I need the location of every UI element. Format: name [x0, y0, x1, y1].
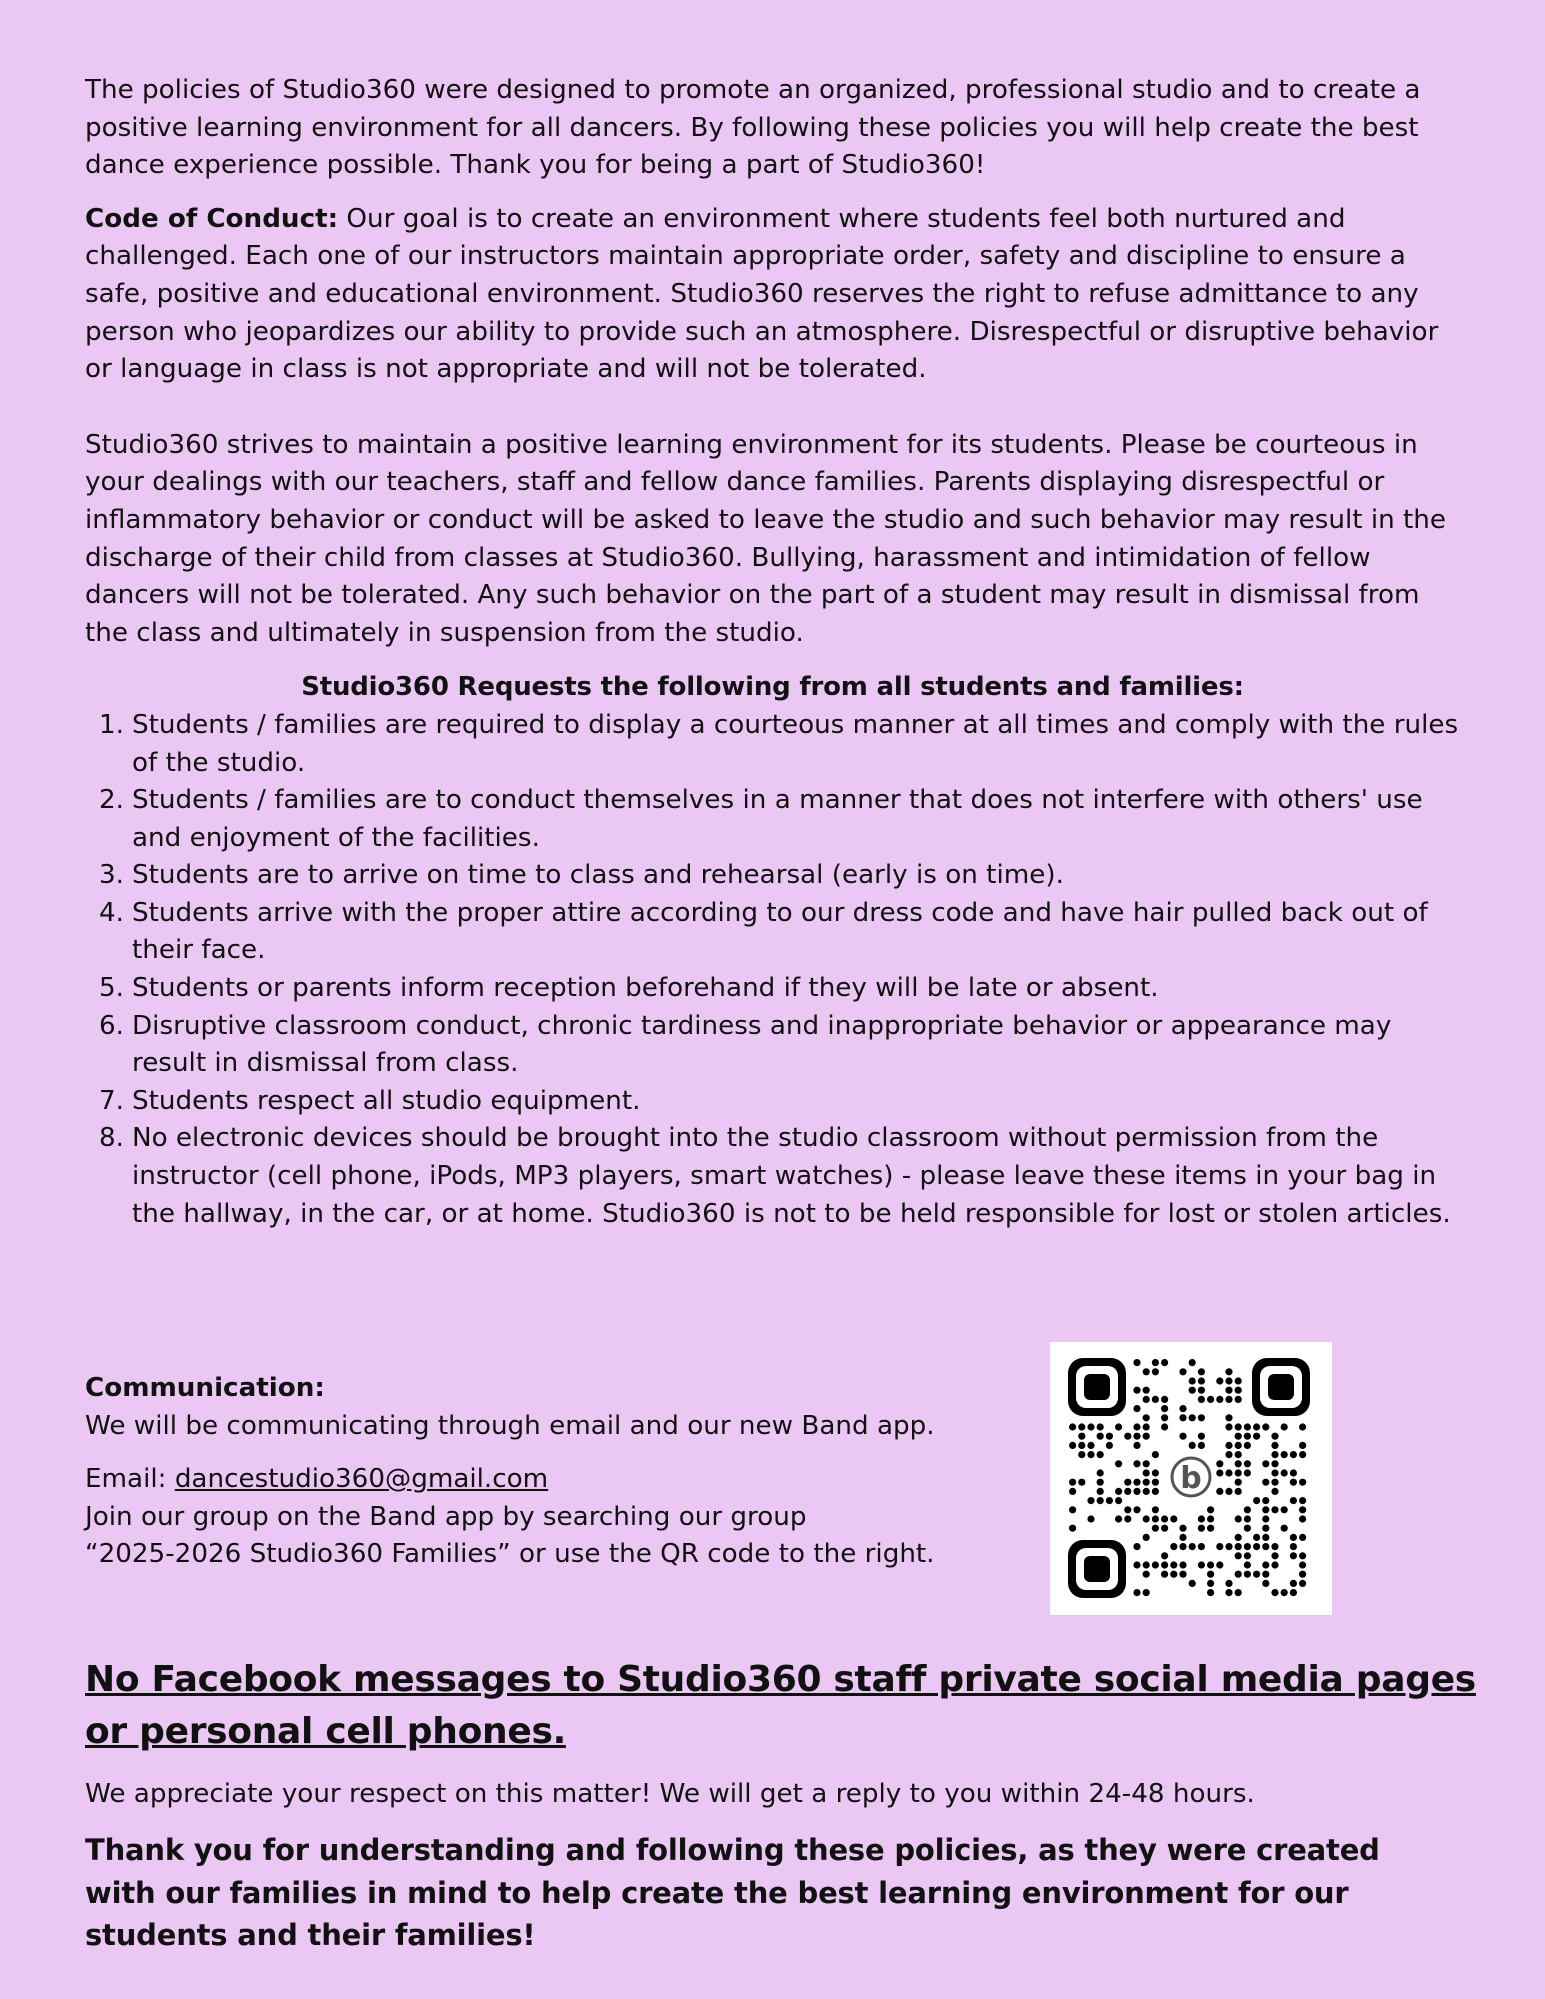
qr-dot: [1161, 1359, 1168, 1366]
qr-dot: [1262, 1460, 1269, 1467]
qr-dot: [1235, 1515, 1242, 1522]
requests-list: [85, 707, 1460, 1233]
qr-dot: [1179, 1543, 1186, 1550]
band-qr-code[interactable]: [1050, 1342, 1332, 1615]
qr-dot: [1133, 1479, 1140, 1486]
qr-dot: [1207, 1589, 1214, 1596]
qr-dot: [1216, 1469, 1223, 1476]
qr-dot: [1290, 1479, 1297, 1486]
qr-dot: [1133, 1561, 1140, 1568]
qr-dot: [1225, 1543, 1232, 1550]
list-item: [85, 970, 1460, 1008]
qr-dot: [1244, 1525, 1251, 1532]
qr-dot: [1216, 1488, 1223, 1495]
qr-dot: [1244, 1423, 1251, 1430]
qr-dot: [1087, 1442, 1094, 1449]
facebook-notice: No Facebook messages to Studio360 staff private social media pages or personal cell phones.: [85, 1659, 1476, 1752]
qr-dot: [1133, 1359, 1140, 1366]
qr-dot: [1290, 1552, 1297, 1559]
list-item: [85, 707, 1460, 782]
qr-dot: [1097, 1488, 1104, 1495]
qr-dot: [1198, 1396, 1205, 1403]
list-item: [85, 1008, 1460, 1083]
qr-dot: [1069, 1506, 1076, 1513]
qr-dot: [1152, 1479, 1159, 1486]
list-item-number: 1.: [99, 709, 124, 740]
qr-dot: [1179, 1571, 1186, 1578]
qr-dot: [1253, 1423, 1260, 1430]
appreciate-text: We appreciate your respect on this matter! We will get a reply to you within 24-48 hours.: [85, 1779, 1255, 1809]
qr-finder-top-left: [1068, 1358, 1126, 1416]
qr-dot: [1198, 1543, 1205, 1550]
list-item-text: Students respect all studio equipment.: [132, 1085, 641, 1116]
qr-dot: [1244, 1571, 1251, 1578]
qr-dot: [1271, 1460, 1278, 1467]
intro-paragraph: The policies of Studio360 were designed to promote an organized, professional studio and to create a positive learning environment for all dancers. By following these policies you will help create the best dance experience possible. Thank you for being a part of Studio360!: [85, 75, 1421, 181]
qr-dot: [1235, 1571, 1242, 1578]
qr-finder-top-right: [1252, 1358, 1310, 1416]
qr-dot: [1216, 1396, 1223, 1403]
qr-dot: [1198, 1414, 1205, 1421]
qr-dot: [1133, 1488, 1140, 1495]
qr-dot: [1225, 1396, 1232, 1403]
qr-dot: [1207, 1571, 1214, 1578]
qr-dot: [1143, 1515, 1150, 1522]
qr-dot: [1078, 1423, 1085, 1430]
qr-dot: [1189, 1387, 1196, 1394]
qr-dot: [1281, 1423, 1288, 1430]
qr-dot: [1262, 1571, 1269, 1578]
qr-dot: [1143, 1414, 1150, 1421]
qr-dot: [1097, 1433, 1104, 1440]
qr-dot: [1262, 1423, 1269, 1430]
qr-dot: [1281, 1589, 1288, 1596]
qr-dot: [1087, 1451, 1094, 1458]
qr-dot: [1115, 1423, 1122, 1430]
qr-dot: [1133, 1442, 1140, 1449]
qr-dot: [1216, 1543, 1223, 1550]
qr-dot: [1244, 1442, 1251, 1449]
qr-dot: [1115, 1460, 1122, 1467]
qr-dot: [1244, 1515, 1251, 1522]
qr-dot: [1143, 1423, 1150, 1430]
qr-dot: [1281, 1525, 1288, 1532]
qr-dot: [1271, 1479, 1278, 1486]
qr-dot: [1299, 1515, 1306, 1522]
list-item: [85, 857, 1460, 895]
qr-dot: [1087, 1423, 1094, 1430]
qr-dot: [1299, 1506, 1306, 1513]
qr-dot: [1133, 1589, 1140, 1596]
qr-dot: [1244, 1552, 1251, 1559]
band-instructions-line-2: “2025-2026 Studio360 Families” or use the QR code to the right.: [85, 1539, 935, 1570]
qr-dot: [1170, 1515, 1177, 1522]
qr-dot: [1235, 1488, 1242, 1495]
qr-dot: [1207, 1506, 1214, 1513]
qr-dot: [1235, 1377, 1242, 1384]
qr-dot: [1244, 1543, 1251, 1550]
qr-dot: [1179, 1525, 1186, 1532]
qr-dot: [1271, 1589, 1278, 1596]
qr-dot: [1179, 1534, 1186, 1541]
qr-dot: [1179, 1368, 1186, 1375]
list-item-number: 7.: [99, 1085, 124, 1116]
qr-dot: [1235, 1543, 1242, 1550]
qr-dot: [1097, 1469, 1104, 1476]
qr-dot: [1161, 1515, 1168, 1522]
qr-dot: [1133, 1387, 1140, 1394]
qr-dot: [1262, 1561, 1269, 1568]
qr-dot: [1207, 1561, 1214, 1568]
qr-dot: [1235, 1423, 1242, 1430]
qr-dot: [1170, 1561, 1177, 1568]
qr-dot: [1161, 1525, 1168, 1532]
qr-dot: [1290, 1469, 1297, 1476]
qr-dot: [1207, 1515, 1214, 1522]
list-item-text: Students arrive with the proper attire according to our dress code and have hair pulled back out of their face.: [132, 897, 1428, 966]
email-label: Email:: [85, 1464, 175, 1495]
qr-dot: [1290, 1580, 1297, 1587]
qr-dot: [1299, 1442, 1306, 1449]
qr-dot: [1198, 1368, 1205, 1375]
qr-dot: [1235, 1534, 1242, 1541]
qr-dot: [1124, 1506, 1131, 1513]
list-item-number: 5.: [99, 973, 124, 1004]
qr-dot: [1161, 1396, 1168, 1403]
qr-dot: [1078, 1479, 1085, 1486]
qr-dot: [1189, 1414, 1196, 1421]
qr-dot: [1235, 1589, 1242, 1596]
qr-dot: [1290, 1534, 1297, 1541]
qr-dot: [1299, 1497, 1306, 1504]
qr-dot: [1143, 1561, 1150, 1568]
qr-dot: [1244, 1460, 1251, 1467]
qr-dot: [1271, 1552, 1278, 1559]
code-of-conduct-text: Our goal is to create an environment where students feel both nurtured and challenged. Each one of our instructors maintain appropriate order, safety and discipline to ensure a safe, positive and educational environment. Studio360 reserves the right to refuse admittance to any person who jeopardizes our ability to provide such an atmosphere. Disrespectful or disruptive behavior or language in class is not appropriate and will not be tolerated.: [85, 203, 1439, 385]
qr-dot: [1152, 1359, 1159, 1366]
qr-dot: [1244, 1433, 1251, 1440]
email-link[interactable]: dancestudio360@gmail.com: [174, 1464, 549, 1495]
qr-dot: [1225, 1368, 1232, 1375]
email-line: [85, 1461, 985, 1499]
qr-dot: [1161, 1552, 1168, 1559]
qr-dot: [1225, 1469, 1232, 1476]
qr-dot: [1207, 1580, 1214, 1587]
band-logo-letter: b: [1180, 1461, 1202, 1496]
conduct-behavior-paragraph: Studio360 strives to maintain a positive learning environment for its students. Please be courteous in your dealings with our teachers, staff and fellow dance families. Parents displaying disrespectful or inflammatory behavior or conduct will be asked to leave the studio and such behavior may result in the discharge of their child from classes at Studio360. Bullying, harassment and intimidation of fellow dancers will not be tolerated. Any such behavior on the part of a student may result in dismissal from the class and ultimately in suspension from the studio.: [85, 429, 1446, 648]
qr-dot: [1271, 1442, 1278, 1449]
list-item-text: Students / families are to conduct themselves in a manner that does not interfere with others' use and enjoyment of the facilities.: [132, 785, 1423, 853]
qr-dot: [1216, 1460, 1223, 1467]
qr-dot: [1235, 1396, 1242, 1403]
band-instructions-line-1: Join our group on the Band app by searching our group: [85, 1501, 807, 1532]
list-item-text: Disruptive classroom conduct, chronic tardiness and inappropriate behavior or appearance may result in dismissal from class.: [132, 1010, 1392, 1079]
qr-dot: [1143, 1589, 1150, 1596]
qr-dot: [1078, 1451, 1085, 1458]
qr-dot: [1143, 1368, 1150, 1375]
qr-dot: [1179, 1405, 1186, 1412]
list-item-text: Students / families are required to display a courteous manner at all times and comply with the rules of the studio.: [132, 709, 1459, 778]
qr-dot: [1189, 1377, 1196, 1384]
qr-dot: [1225, 1387, 1232, 1394]
qr-dot: [1271, 1506, 1278, 1513]
qr-dot: [1281, 1469, 1288, 1476]
qr-dot: [1143, 1479, 1150, 1486]
qr-dot: [1262, 1543, 1269, 1550]
qr-dot: [1207, 1396, 1214, 1403]
qr-dot: [1143, 1460, 1150, 1467]
qr-dot: [1133, 1423, 1140, 1430]
qr-code-icon: [1050, 1342, 1332, 1615]
qr-dot: [1299, 1479, 1306, 1486]
qr-dot: [1161, 1561, 1168, 1568]
qr-dot: [1299, 1534, 1306, 1541]
qr-dot: [1216, 1377, 1223, 1384]
list-item-text: Students or parents inform reception beforehand if they will be late or absent.: [132, 973, 1159, 1004]
qr-dot: [1262, 1515, 1269, 1522]
qr-dot: [1235, 1442, 1242, 1449]
qr-finder-bottom-left: [1068, 1540, 1126, 1598]
qr-dot: [1179, 1433, 1186, 1440]
list-item: [85, 1083, 1460, 1121]
qr-dot: [1225, 1580, 1232, 1587]
qr-dot: [1097, 1497, 1104, 1504]
qr-dot: [1097, 1423, 1104, 1430]
communication-heading: Communication:: [85, 1373, 325, 1403]
qr-dot: [1281, 1506, 1288, 1513]
list-item-number: 2.: [99, 785, 124, 816]
qr-dot: [1189, 1359, 1196, 1366]
list-item: [85, 1120, 1460, 1233]
qr-dot: [1133, 1433, 1140, 1440]
qr-dot: [1225, 1423, 1232, 1430]
qr-dot: [1124, 1479, 1131, 1486]
qr-dot: [1299, 1571, 1306, 1578]
qr-dot: [1290, 1543, 1297, 1550]
qr-dot: [1143, 1488, 1150, 1495]
qr-dot: [1133, 1543, 1140, 1550]
list-item-text: Students are to arrive on time to class and rehearsal (early is on time).: [132, 860, 1064, 891]
qr-dot: [1161, 1414, 1168, 1421]
qr-dot: [1253, 1433, 1260, 1440]
qr-dot: [1143, 1396, 1150, 1403]
qr-dot: [1179, 1414, 1186, 1421]
qr-dot: [1225, 1488, 1232, 1495]
qr-dot: [1133, 1506, 1140, 1513]
communication-section: [85, 1370, 985, 1574]
qr-dot: [1152, 1506, 1159, 1513]
qr-dot: [1290, 1497, 1297, 1504]
qr-dot: [1124, 1488, 1131, 1495]
qr-dot: [1189, 1543, 1196, 1550]
qr-dot: [1069, 1479, 1076, 1486]
qr-dot: [1198, 1377, 1205, 1384]
qr-dot: [1299, 1561, 1306, 1568]
qr-dot: [1253, 1497, 1260, 1504]
thank-you-text: Thank you for understanding and following these policies, as they were created with our families in mind to help create the best learning environment for our students and their families!: [85, 1833, 1380, 1952]
list-item-text: No electronic devices should be brought into the studio classroom without permission from the instructor (cell phone, iPods, MP3 players, smart watches) - please leave these items in your bag in the hallway, in the car, or at home. Studio360 is not to be held responsible for lost or stolen articles.: [132, 1123, 1451, 1229]
qr-dot: [1235, 1552, 1242, 1559]
qr-dot: [1225, 1442, 1232, 1449]
qr-dot: [1235, 1479, 1242, 1486]
qr-dot: [1253, 1571, 1260, 1578]
qr-dot: [1290, 1451, 1297, 1458]
qr-dot: [1161, 1423, 1168, 1430]
list-item-number: 8.: [99, 1123, 124, 1154]
qr-dot: [1262, 1479, 1269, 1486]
qr-dot: [1244, 1506, 1251, 1513]
qr-dot: [1189, 1442, 1196, 1449]
qr-dot: [1235, 1387, 1242, 1394]
qr-dot: [1143, 1534, 1150, 1541]
qr-dot: [1271, 1469, 1278, 1476]
qr-dot: [1271, 1451, 1278, 1458]
qr-dot: [1152, 1488, 1159, 1495]
list-item-number: 3.: [99, 860, 124, 891]
communication-intro: We will be communicating through email and our new Band app.: [85, 1410, 935, 1441]
qr-dot: [1244, 1469, 1251, 1476]
qr-dot: [1207, 1525, 1214, 1532]
qr-dot: [1115, 1515, 1122, 1522]
qr-dot: [1253, 1534, 1260, 1541]
qr-dot: [1271, 1433, 1278, 1440]
qr-dot: [1198, 1515, 1205, 1522]
qr-dot: [1198, 1387, 1205, 1394]
qr-dot: [1189, 1580, 1196, 1587]
qr-dot: [1225, 1377, 1232, 1384]
qr-dot: [1299, 1423, 1306, 1430]
qr-dot: [1161, 1571, 1168, 1578]
qr-dot: [1235, 1433, 1242, 1440]
qr-dot: [1262, 1580, 1269, 1587]
qr-dot: [1244, 1561, 1251, 1568]
qr-dot: [1299, 1552, 1306, 1559]
qr-dot: [1087, 1497, 1094, 1504]
qr-dot: [1225, 1451, 1232, 1458]
qr-dot: [1262, 1525, 1269, 1532]
qr-dot: [1143, 1469, 1150, 1476]
qr-dot: [1198, 1433, 1205, 1440]
qr-dot: [1225, 1414, 1232, 1421]
qr-dot: [1152, 1451, 1159, 1458]
qr-dot: [1124, 1515, 1131, 1522]
qr-dot: [1152, 1469, 1159, 1476]
qr-dot: [1152, 1396, 1159, 1403]
qr-dot: [1225, 1589, 1232, 1596]
qr-dot: [1097, 1451, 1104, 1458]
qr-dot: [1069, 1442, 1076, 1449]
qr-dot: [1271, 1488, 1278, 1495]
qr-dot: [1152, 1368, 1159, 1375]
qr-dot: [1152, 1525, 1159, 1532]
code-of-conduct-paragraph: [85, 201, 1460, 389]
qr-dot: [1235, 1460, 1242, 1467]
qr-dot: [1281, 1451, 1288, 1458]
qr-dot: [1115, 1497, 1122, 1504]
qr-dot: [1216, 1561, 1223, 1568]
qr-dot: [1133, 1460, 1140, 1467]
list-item: [85, 782, 1460, 857]
qr-dot: [1235, 1451, 1242, 1458]
code-of-conduct-label: Code of Conduct:: [85, 203, 339, 234]
qr-dot: [1299, 1580, 1306, 1587]
qr-dot: [1179, 1561, 1186, 1568]
requests-heading: Studio360 Requests the following from all students and families:: [301, 672, 1244, 703]
qr-dot: [1235, 1469, 1242, 1476]
qr-dot: [1069, 1488, 1076, 1495]
qr-dot: [1271, 1561, 1278, 1568]
qr-dot: [1170, 1543, 1177, 1550]
qr-dot: [1299, 1451, 1306, 1458]
qr-dot: [1198, 1561, 1205, 1568]
qr-dot: [1262, 1534, 1269, 1541]
qr-dot: [1133, 1405, 1140, 1412]
list-item-number: 4.: [99, 897, 124, 928]
qr-dot: [1115, 1488, 1122, 1495]
qr-dot: [1253, 1543, 1260, 1550]
qr-dot: [1262, 1497, 1269, 1504]
qr-dot: [1106, 1433, 1113, 1440]
list-item: [85, 895, 1460, 970]
qr-dot: [1152, 1515, 1159, 1522]
list-item-number: 6.: [99, 1010, 124, 1041]
qr-dot: [1161, 1405, 1168, 1412]
qr-dot: [1069, 1525, 1076, 1532]
qr-dot: [1198, 1525, 1205, 1532]
qr-dot: [1152, 1561, 1159, 1568]
qr-dot: [1106, 1442, 1113, 1449]
qr-dot: [1069, 1423, 1076, 1430]
qr-dot: [1170, 1571, 1177, 1578]
qr-dot: [1198, 1442, 1205, 1449]
qr-dot: [1097, 1479, 1104, 1486]
qr-dot: [1087, 1515, 1094, 1522]
qr-dot: [1078, 1433, 1085, 1440]
qr-dot: [1143, 1387, 1150, 1394]
qr-dot: [1262, 1506, 1269, 1513]
qr-dot: [1124, 1433, 1131, 1440]
qr-dot: [1143, 1571, 1150, 1578]
qr-dot: [1078, 1442, 1085, 1449]
qr-dot: [1290, 1589, 1297, 1596]
band-logo: [1168, 1454, 1214, 1500]
qr-dot: [1271, 1543, 1278, 1550]
qr-dot: [1143, 1433, 1150, 1440]
qr-dot: [1106, 1497, 1113, 1504]
